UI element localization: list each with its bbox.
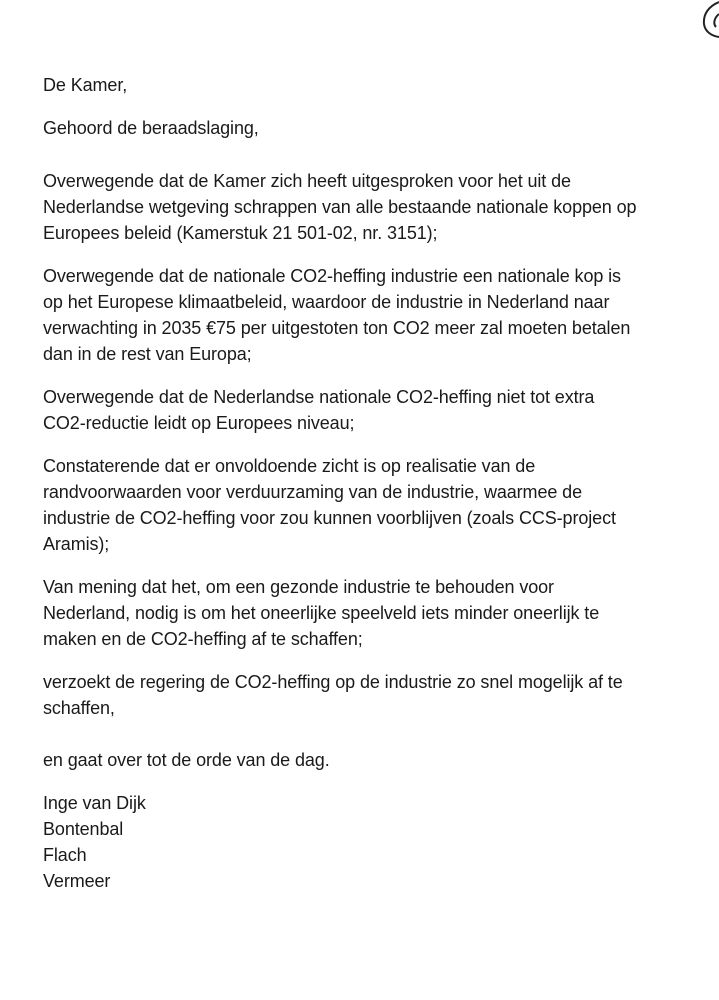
- considering-paragraph-3: [43, 384, 594, 436]
- text-line: Europees beleid (Kamerstuk 21 501-02, nr. 3151);: [43, 223, 438, 243]
- text-line: Aramis);: [43, 534, 110, 554]
- text-line: Overwegende dat de nationale CO2-heffing industrie een nationale kop is: [43, 266, 621, 286]
- text-line: verzoekt de regering de CO2-heffing op de industrie zo snel mogelijk af te: [43, 672, 623, 692]
- text-line: schaffen,: [43, 698, 115, 718]
- preamble-text: Gehoord de beraadslaging,: [43, 118, 259, 138]
- salutation-text: De Kamer,: [43, 75, 128, 95]
- handwritten-page-number-mark: [679, 0, 719, 45]
- text-line: dan in de rest van Europa;: [43, 344, 252, 364]
- signatories: [43, 790, 146, 894]
- text-line: CO2-reductie leidt op Europees niveau;: [43, 413, 355, 433]
- text-line: Overwegende dat de Nederlandse nationale CO2-heffing niet tot extra: [43, 387, 595, 407]
- salutation: [43, 72, 127, 98]
- closing-text: en gaat over tot de orde van de dag.: [43, 750, 330, 770]
- signatory: Flach: [43, 845, 87, 865]
- text-line: Overwegende dat de Kamer zich heeft uitgesproken voor het uit de: [43, 171, 571, 191]
- signatory: Vermeer: [43, 871, 111, 891]
- text-line: maken en de CO2-heffing af te schaffen;: [43, 629, 363, 649]
- signatory: Inge van Dijk: [43, 793, 146, 813]
- text-line: Nederlandse wetgeving schrappen van alle bestaande nationale koppen op: [43, 197, 637, 217]
- signatory: Bontenbal: [43, 819, 124, 839]
- text-line: Nederland, nodig is om het oneerlijke speelveld iets minder oneerlijk te: [43, 603, 600, 623]
- text-line: industrie de CO2-heffing voor zou kunnen voorblijven (zoals CCS-project: [43, 508, 616, 528]
- text-line: Van mening dat het, om een gezonde industrie te behouden voor: [43, 577, 554, 597]
- opinion-paragraph: [43, 574, 599, 652]
- considering-paragraph-1: [43, 168, 636, 246]
- text-line: op het Europese klimaatbeleid, waardoor de industrie in Nederland naar: [43, 292, 610, 312]
- considering-paragraph-2: [43, 263, 630, 367]
- text-line: randvoorwaarden voor verduurzaming van de industrie, waarmee de: [43, 482, 583, 502]
- text-line: Constaterende dat er onvoldoende zicht is op realisatie van de: [43, 456, 536, 476]
- request-paragraph: [43, 669, 623, 721]
- preamble: [43, 115, 259, 141]
- closing: [43, 747, 330, 773]
- text-line: verwachting in 2035 €75 per uitgestoten ton CO2 meer zal moeten betalen: [43, 318, 631, 338]
- noting-paragraph: [43, 453, 616, 557]
